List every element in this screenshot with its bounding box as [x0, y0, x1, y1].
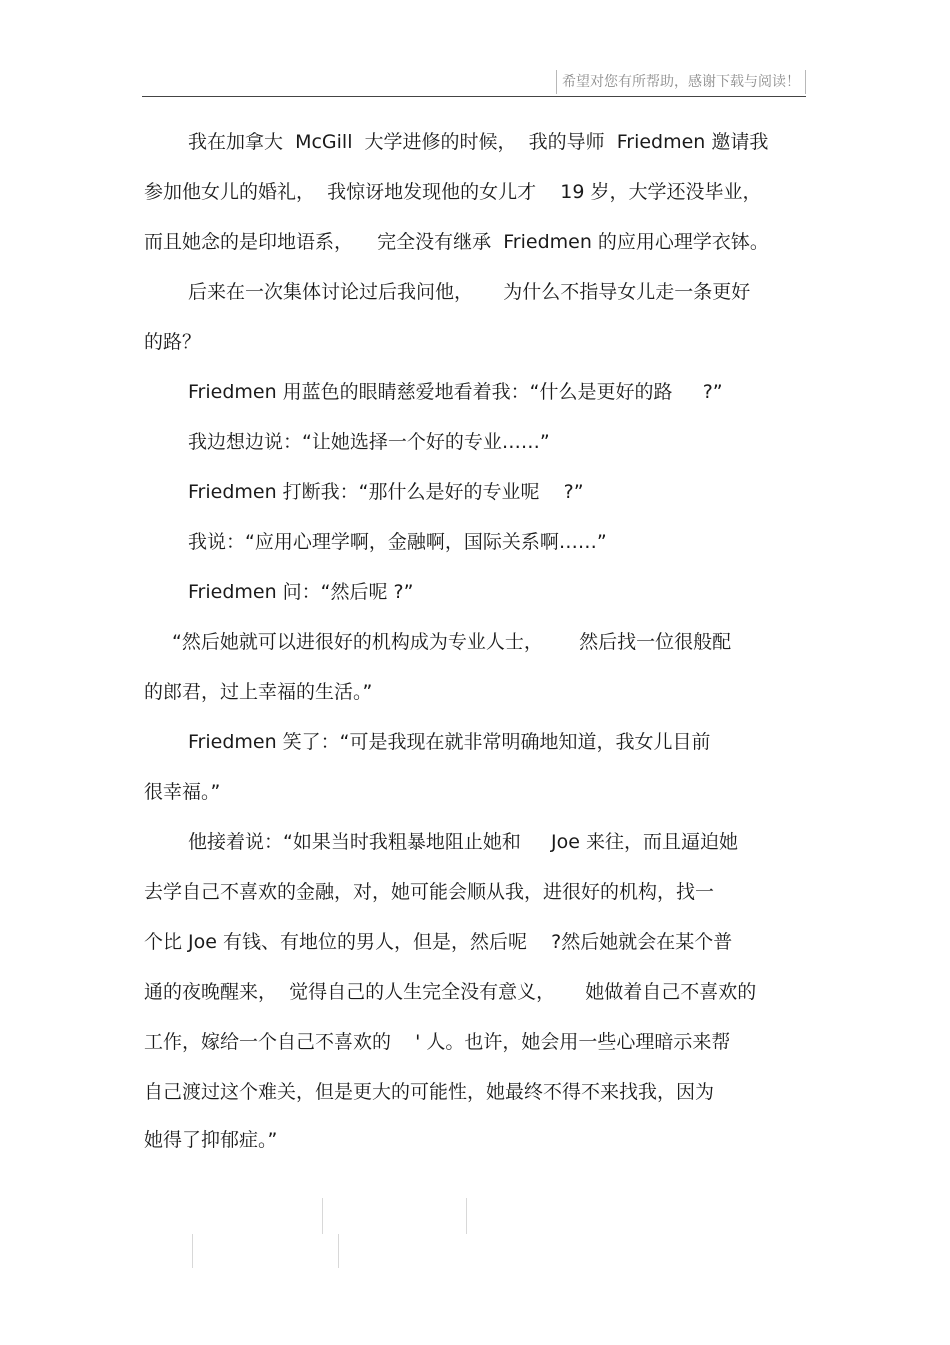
body-line: 后来在一次集体讨论过后我问他， 为什么不指导女儿走一条更好 [188, 281, 751, 303]
body-line: 他接着说：“如果当时我粗暴地阻止她和 Joe 来往，而且逼迫她 [188, 831, 738, 853]
header-divider [142, 96, 806, 97]
body-line: 她得了抑郁症。” [144, 1129, 278, 1151]
body-line: 我说：“应用心理学啊，金融啊，国际关系啊……” [188, 531, 607, 553]
scan-artifact-line [338, 1234, 339, 1268]
body-line: 而且她念的是印地语系， 完全没有继承 Friedmen 的应用心理学衣钵。 [144, 231, 769, 253]
body-line: Friedmen 打断我：“那什么是好的专业呢 ?” [188, 481, 584, 503]
body-line: “然后她就可以进很好的机构成为专业人士， 然后找一位很般配 [172, 631, 732, 653]
body-line: 去学自己不喜欢的金融，对，她可能会顺从我，进很好的机构，找一 [144, 881, 715, 903]
body-line: Friedmen 笑了：“可是我现在就非常明确地知道，我女儿目前 [188, 731, 711, 753]
body-line: 个比 Joe 有钱、有地位的男人，但是，然后呢 ?然后她就会在某个普 [144, 931, 733, 953]
body-line: 参加他女儿的婚礼， 我惊讶地发现他的女儿才 19 岁，大学还没毕业， [144, 181, 762, 203]
body-line: 我在加拿大 McGill 大学进修的时候， 我的导师 Friedmen 邀请我 [188, 131, 769, 153]
body-line: 的郎君，过上幸福的生活。” [144, 681, 373, 703]
body-line: 的路？ [144, 331, 202, 353]
body-line: Friedmen 用蓝色的眼睛慈爱地看着我：“什么是更好的路 ?” [188, 381, 723, 403]
body-line: Friedmen 问：“然后呢 ?” [188, 581, 414, 603]
body-line: 通的夜晚醒来， 觉得自己的人生完全没有意义， 她做着自己不喜欢的 [144, 981, 757, 1003]
scan-artifact-line [322, 1198, 323, 1234]
header-note: 希望对您有所帮助，感谢下载与阅读！ [556, 70, 806, 94]
scan-artifact-line [192, 1234, 193, 1268]
body-line: 自己渡过这个难关，但是更大的可能性，她最终不得不来找我，因为 [144, 1081, 715, 1103]
body-line: 工作，嫁给一个自己不喜欢的 ' 人。也许，她会用一些心理暗示来帮 [144, 1031, 731, 1053]
scan-artifact-line [466, 1198, 467, 1234]
body-line: 很幸福。” [144, 781, 221, 803]
body-line: 我边想边说：“让她选择一个好的专业……” [188, 431, 550, 453]
